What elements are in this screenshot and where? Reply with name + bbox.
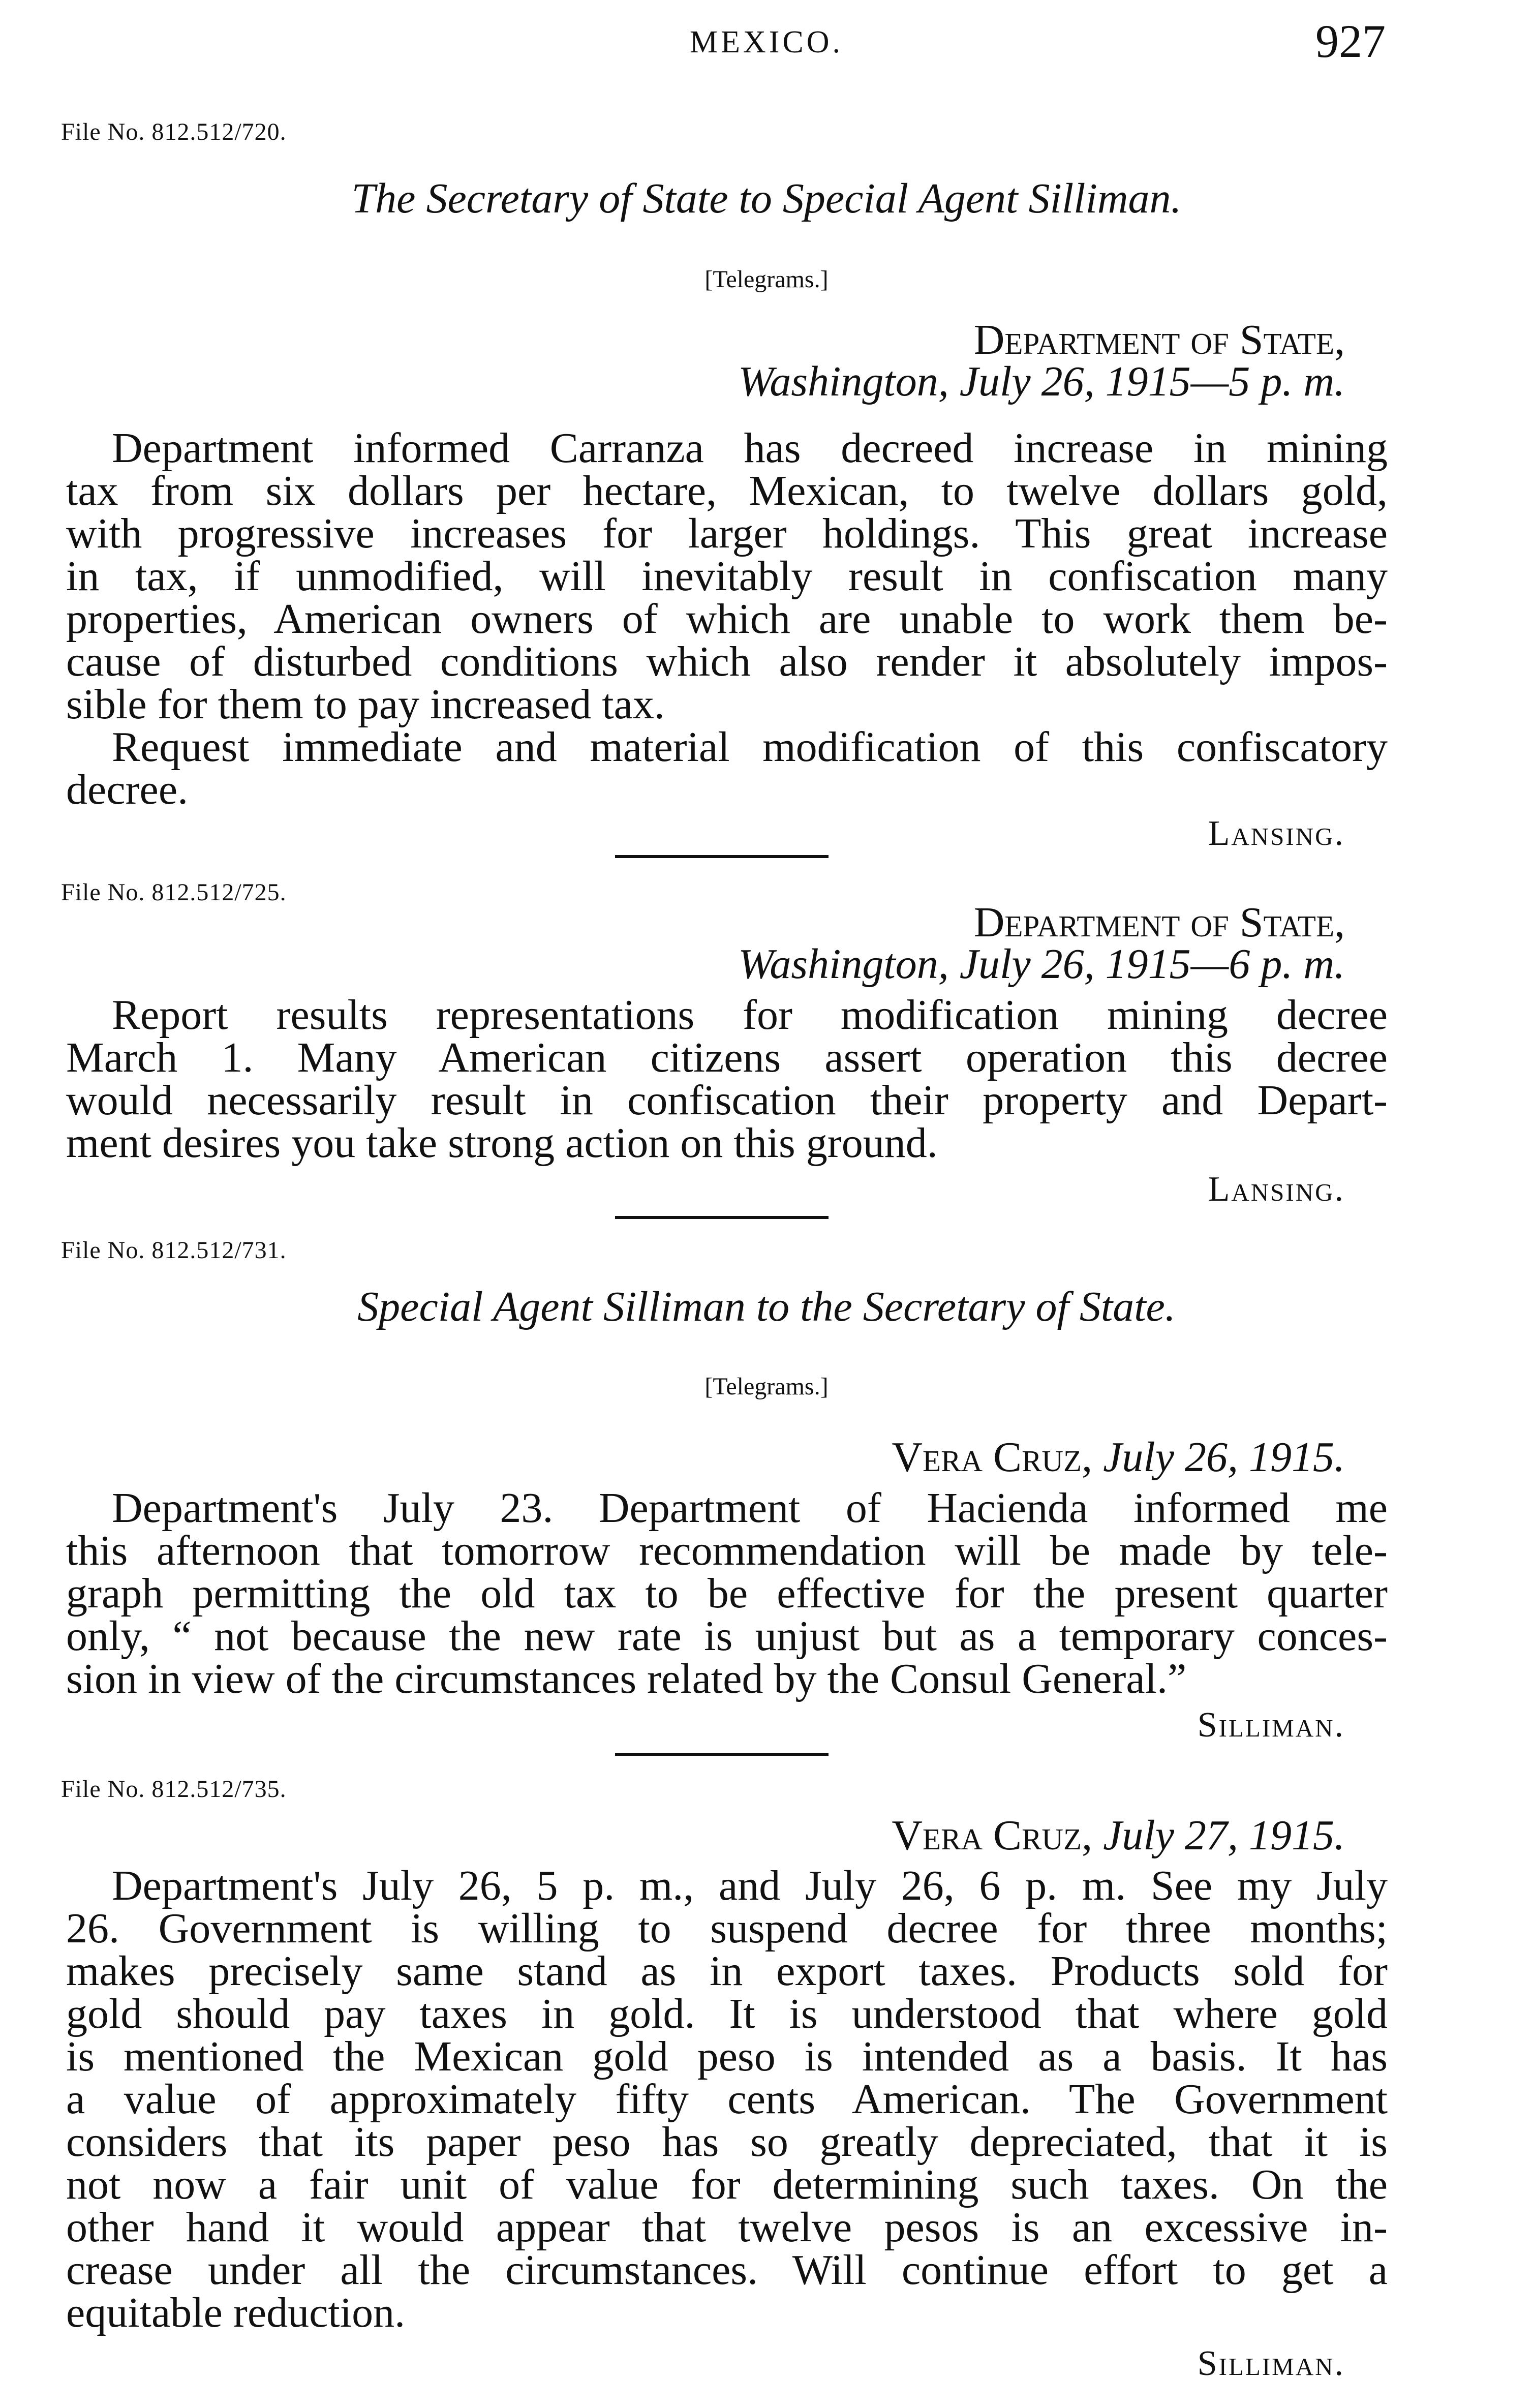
file-number: File No. 812.512/731.	[61, 1237, 287, 1264]
body-line: other hand it would appear that twelve pesos is an excessive in-	[66, 2204, 1388, 2251]
body-line: Department's July 26, 5 p. m., and July 26, 6 p. m. See my July	[112, 1862, 1388, 1909]
signature: Silliman.	[1197, 2344, 1345, 2383]
body-line: Report results representations for modification mining decree	[112, 991, 1388, 1039]
body-line: would necessarily result in confiscation their property and Depart-	[66, 1077, 1388, 1124]
date-line: Washington, July 26, 1915—5 p. m.	[738, 358, 1345, 405]
body-line: properties, American owners of which are unable to work them be-	[66, 595, 1388, 643]
body-line: equitable reduction.	[66, 2289, 406, 2336]
page-number: 927	[1315, 15, 1386, 67]
place-name: Vera Cruz,	[892, 1434, 1103, 1481]
body-line: Department informed Carranza has decreed increase in mining	[112, 424, 1388, 472]
file-number: File No. 812.512/720.	[61, 118, 287, 145]
place-name: Vera Cruz,	[892, 1812, 1103, 1859]
section-divider	[615, 1216, 829, 1219]
body-line: only, “ not because the new rate is unjust but as a temporary conces-	[66, 1612, 1388, 1660]
place-line: Department of State,	[973, 316, 1345, 363]
body-line: cause of disturbed conditions which also render it absolutely impos-	[66, 638, 1388, 685]
date-text: July 27, 1915.	[1103, 1812, 1345, 1859]
signature: Lansing.	[1208, 1170, 1345, 1209]
document-heading: Special Agent Silliman to the Secretary of State.	[357, 1283, 1176, 1330]
date-text: July 26, 1915.	[1103, 1434, 1345, 1481]
body-line: tax from six dollars per hectare, Mexican, to twelve dollars gold,	[66, 467, 1388, 514]
document-heading: The Secretary of State to Special Agent Silliman.	[351, 175, 1182, 222]
signature: Lansing.	[1208, 814, 1345, 853]
body-line: considers that its paper peso has so greatly depreciated, that it is	[66, 2118, 1388, 2166]
body-line: Request immediate and material modification of this confiscatory	[112, 723, 1388, 771]
file-number: File No. 812.512/725.	[61, 879, 287, 906]
body-line: sion in view of the circumstances related by the Consul General.”	[66, 1655, 1187, 1702]
section-divider	[615, 855, 829, 858]
body-line: this afternoon that tomorrow recommendation will be made by tele-	[66, 1527, 1388, 1574]
body-line: sible for them to pay increased tax.	[66, 681, 665, 728]
telegrams-label: [Telegrams.]	[704, 266, 829, 293]
place-line: Department of State,	[973, 899, 1345, 946]
body-line: in tax, if unmodified, will inevitably result in confiscation many	[66, 553, 1388, 600]
place-line	[892, 1432, 1345, 1482]
section-divider	[615, 1753, 829, 1756]
signature: Silliman.	[1197, 1705, 1345, 1745]
body-line: ment desires you take strong action on this ground.	[66, 1119, 938, 1167]
body-line: decree.	[66, 766, 189, 813]
body-line: with progressive increases for larger holdings. This great increase	[66, 510, 1388, 557]
body-line: Department's July 23. Department of Hacienda informed me	[112, 1484, 1388, 1532]
body-line: makes precisely same stand as in export taxes. Products sold for	[66, 1947, 1388, 1995]
body-line: gold should pay taxes in gold. It is understood that where gold	[66, 1990, 1388, 2037]
body-line: March 1. Many American citizens assert operation this decree	[66, 1034, 1388, 1081]
body-line: 26. Government is willing to suspend decree for three months;	[66, 1905, 1388, 1952]
running-head: MEXICO.	[689, 25, 844, 59]
body-line: crease under all the circumstances. Will continue effort to get a	[66, 2246, 1388, 2294]
body-line: is mentioned the Mexican gold peso is intended as a basis. It has	[66, 2033, 1388, 2080]
body-line: graph permitting the old tax to be effective for the present quarter	[66, 1570, 1388, 1617]
place-line	[892, 1811, 1345, 1860]
body-line: a value of approximately fifty cents American. The Government	[66, 2076, 1388, 2123]
telegrams-label: [Telegrams.]	[704, 1373, 829, 1400]
file-number: File No. 812.512/735.	[61, 1776, 287, 1803]
body-line: not now a fair unit of value for determining such taxes. On the	[66, 2161, 1388, 2208]
date-line: Washington, July 26, 1915—6 p. m.	[738, 940, 1345, 988]
